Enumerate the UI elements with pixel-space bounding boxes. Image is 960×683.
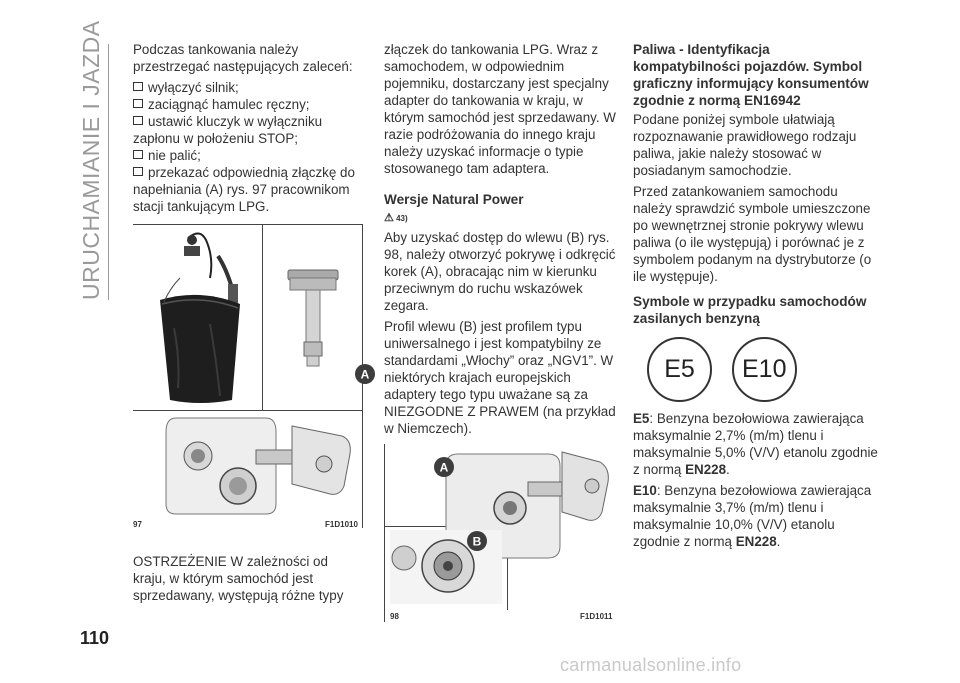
list-item: ustawić kluczyk w wyłączniku zapłonu w położeniu STOP; bbox=[133, 114, 323, 146]
fig97-divider bbox=[262, 224, 263, 410]
col2-heading: Wersje Natural Power bbox=[384, 192, 524, 207]
col3-paragraph-1: Podane poniżej symbole ułatwiają rozpoznawanie prawidłowego rodzaju paliwa, jakie należy stosować w posiadanym samochodzie. bbox=[633, 112, 857, 178]
checkbox-square-icon bbox=[133, 82, 143, 91]
e10-description: E10: Benzyna bezołowiowa zawierająca maksymalnie 3,7% (m/m) tlenu i maksymalnie 10,0% (V/V) etanolu zgodnie z normą EN228. bbox=[633, 483, 872, 549]
fig98-number: 98 bbox=[390, 612, 399, 621]
section-side-title: URUCHAMIANIE I JAZDA bbox=[78, 20, 104, 300]
col2-paragraph-2: Aby uzyskać dostęp do wlewu (B) rys. 98, należy otworzyć pokrywę i odkręcić korek (A), obracając nim w kierunku przeciwnym do ruchu wskazówek zegara. bbox=[384, 230, 616, 313]
adapter-bag-illustration bbox=[140, 228, 258, 406]
fig97-code: F1D1010 bbox=[325, 520, 358, 529]
list-item: zaciągnąć hamulec ręczny; bbox=[133, 96, 363, 113]
watermark-footer: carmanualsonline.info bbox=[560, 655, 742, 675]
e5-symbol: E5 bbox=[647, 337, 712, 402]
checkbox-square-icon bbox=[133, 167, 143, 176]
col3-heading-1: Paliwa - Identyfikacja kompatybilności pojazdów. Symbol graficzny informujący konsumentów zgodnie z normą EN16942 bbox=[633, 42, 869, 108]
fig98-label-a-badge bbox=[433, 456, 455, 478]
col1-warning: OSTRZEŻENIE W zależności od kraju, w którym samochód jest sprzedawany, występują różne typy bbox=[133, 554, 344, 603]
fig98-left-rule bbox=[384, 444, 385, 622]
checkbox-square-icon bbox=[133, 116, 143, 125]
fig97-label-a: A bbox=[360, 367, 370, 382]
col2-paragraph-1: złączek do tankowania LPG. Wraz z samochodem, w odpowiednim pojemniku, dostarczany jest specjalny adapter do tankowania w kraju, w którym samochód jest sprzedawany. W razie podróżowania do innego kraju należy uzyskać informacje o typie stosowanego tam adaptera. bbox=[384, 42, 616, 176]
column-3 bbox=[633, 41, 879, 554]
side-rule bbox=[108, 44, 109, 300]
column-1 bbox=[133, 41, 363, 215]
col1-warning-block bbox=[133, 553, 363, 608]
e10-symbol: E10 bbox=[732, 337, 797, 402]
column-2 bbox=[384, 41, 618, 441]
filler-adapter-illustration bbox=[278, 262, 348, 382]
list-item: nie palić; bbox=[133, 147, 363, 164]
fig97-number: 97 bbox=[133, 520, 142, 529]
list-item: przekazać odpowiednią złączkę do napełniania (A) rys. 97 pracownikom stacji tankującym LPG. bbox=[133, 165, 355, 214]
bullet-list bbox=[133, 79, 363, 215]
page-number: 110 bbox=[80, 628, 110, 648]
fig97-mid-rule bbox=[133, 410, 363, 411]
col3-paragraph-2: Przed zatankowaniem samochodu należy sprawdzić symbole umieszczone po wewnętrznej stronie pokrywy wlewu paliwa (o ile występują) i porównać je z symbolem podanym na dystrybutorze (o ile występuje). bbox=[633, 184, 872, 284]
fig98-code: F1D1011 bbox=[580, 612, 613, 621]
col3-heading-2: Symbole w przypadku samochodów zasilanych benzyną bbox=[633, 294, 867, 326]
checkbox-square-icon bbox=[133, 99, 143, 108]
checkbox-square-icon bbox=[133, 150, 143, 159]
fig98-label-b-badge bbox=[466, 530, 488, 552]
warning-triangle-icon: ⚠ bbox=[384, 212, 394, 224]
col2-note-row bbox=[384, 210, 618, 227]
col2-paragraph-3: Profil wlewu (B) jest profilem typu uniwersalnego i jest kompatybilny ze standardami „Włochy” oraz „NGV1”. W niektórych krajach europejskich adaptery tego typu uważane są za NIEZGODNE Z PRAWEM (na przykład w Niemczech). bbox=[384, 319, 616, 436]
e5-description: E5: Benzyna bezołowiowa zawierająca maksymalnie 2,7% (m/m) tlenu i maksymalnie 5,0% (V/V) etanolu zgodnie z normą EN228. bbox=[633, 411, 878, 477]
fuel-flap-illustration bbox=[136, 414, 360, 518]
fig98-label-b: B bbox=[472, 534, 482, 549]
fig97-label-a-badge bbox=[354, 363, 376, 385]
col2-note-ref: 43) bbox=[396, 214, 408, 223]
fuel-symbols-row bbox=[647, 337, 879, 402]
fig97-top-rule bbox=[133, 224, 363, 225]
list-item: wyłączyć silnik; bbox=[133, 79, 363, 96]
cng-inlet-illustration bbox=[388, 446, 616, 606]
col1-intro: Podczas tankowania należy przestrzegać następujących zaleceń: bbox=[133, 42, 353, 74]
fig98-label-a: A bbox=[439, 460, 449, 475]
